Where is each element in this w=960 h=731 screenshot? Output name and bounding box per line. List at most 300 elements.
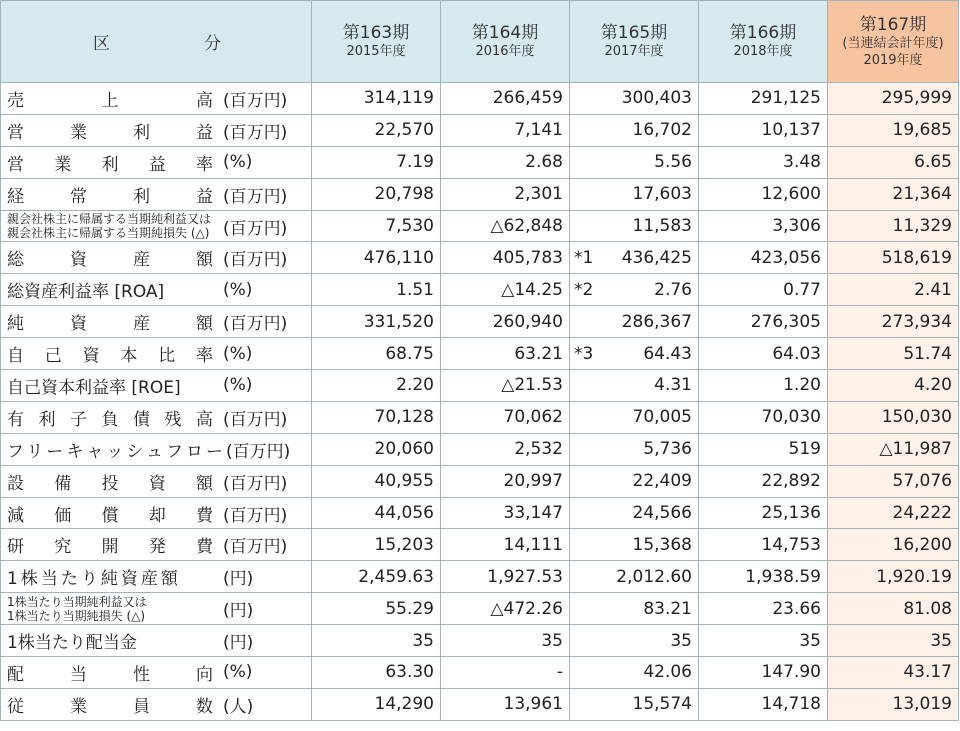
value-cell — [570, 688, 699, 720]
row-label-char: 資 — [70, 250, 87, 271]
cell-value: 17,603 — [632, 184, 692, 205]
row-label-cell — [1, 625, 312, 657]
cell-value: 300,403 — [621, 88, 692, 109]
value-cell — [312, 83, 441, 115]
cell-value: 43.17 — [903, 662, 952, 683]
footnote-marker: *3 — [574, 343, 594, 364]
header-row — [1, 1, 959, 83]
cell-value: 35 — [799, 630, 821, 651]
row-label-line: 1株当たり当期純損失 (△) — [7, 608, 146, 623]
value-cell — [570, 625, 699, 657]
row-label-char: 資 — [70, 314, 87, 335]
row-label — [7, 212, 223, 240]
table-row — [1, 338, 959, 370]
value-cell — [699, 370, 828, 402]
row-label-char: 価 — [54, 505, 72, 526]
cell-value: 519 — [788, 439, 821, 460]
value-cell — [828, 497, 959, 529]
cell-value: 35 — [412, 630, 434, 651]
value-cell — [570, 114, 699, 146]
value-cell — [828, 83, 959, 115]
row-label-char: 上 — [101, 90, 119, 111]
cell-value: 21,364 — [892, 184, 952, 205]
row-unit: (%) — [223, 343, 253, 364]
value-cell — [570, 657, 699, 689]
value-cell — [312, 433, 441, 465]
row-label-char: 当 — [70, 664, 87, 685]
cell-value: 331,520 — [363, 311, 434, 332]
category-header — [1, 1, 312, 83]
value-cell — [570, 83, 699, 115]
row-label — [7, 660, 223, 685]
row-unit: (百万円) — [223, 505, 288, 526]
row-unit: (百万円) — [223, 250, 288, 271]
row-label-cell — [1, 306, 312, 338]
row-label — [7, 150, 223, 175]
value-cell — [441, 210, 570, 242]
row-label-char: 負 — [101, 409, 119, 430]
row-label-cell — [1, 210, 312, 242]
row-label-cell — [1, 497, 312, 529]
value-cell — [570, 146, 699, 178]
row-label-char: 額 — [196, 473, 213, 494]
cell-value: △472.26 — [490, 598, 563, 619]
cell-value: 23.66 — [772, 598, 821, 619]
value-cell — [441, 242, 570, 274]
table-row — [1, 83, 959, 115]
row-label-char: 有 — [7, 409, 24, 430]
value-cell — [312, 338, 441, 370]
value-cell — [570, 306, 699, 338]
row-label-char: 高 — [196, 90, 213, 111]
cell-value: 273,934 — [881, 311, 952, 332]
table-row — [1, 657, 959, 689]
row-label — [7, 245, 223, 270]
period-header-165 — [570, 1, 699, 83]
cell-value: 33,147 — [503, 503, 563, 524]
cell-value: 25,136 — [761, 503, 821, 524]
row-label-char: 資 — [82, 346, 100, 367]
category-header-char-1: 区 — [93, 34, 110, 54]
cell-value: 2.76 — [654, 279, 692, 300]
value-cell — [312, 688, 441, 720]
cell-value: 57,076 — [892, 471, 952, 492]
cell-value: 1,927.53 — [487, 566, 563, 587]
value-cell — [699, 114, 828, 146]
row-unit: (百万円) — [225, 441, 291, 462]
period-label: 第164期 — [471, 23, 539, 43]
value-cell — [570, 242, 699, 274]
row-label-cell — [1, 274, 312, 306]
value-cell — [699, 657, 828, 689]
cell-value: 20,060 — [374, 439, 434, 460]
value-cell — [828, 561, 959, 593]
row-label-line: 1株当たり当期純利益又は — [7, 594, 147, 609]
value-cell — [699, 242, 828, 274]
value-cell — [441, 83, 570, 115]
value-cell — [699, 497, 828, 529]
cell-value: 40,955 — [374, 471, 434, 492]
value-cell — [312, 242, 441, 274]
cell-value: 51.74 — [903, 343, 952, 364]
table-row — [1, 433, 959, 465]
value-cell — [441, 401, 570, 433]
row-unit: (百万円) — [223, 409, 288, 430]
cell-value: 150,030 — [881, 407, 952, 428]
value-cell — [828, 370, 959, 402]
cell-value: 22,892 — [761, 471, 821, 492]
current-year-note: (当連結会計年度) — [842, 35, 944, 51]
row-label-char: 数 — [196, 696, 213, 717]
row-label-char: 子 — [70, 409, 87, 430]
cell-value: 64.43 — [643, 343, 692, 364]
row-unit: (円) — [223, 633, 254, 654]
value-cell — [312, 401, 441, 433]
cell-value: 2,532 — [514, 439, 563, 460]
row-label-char: 従 — [7, 696, 24, 717]
value-cell — [699, 338, 828, 370]
value-cell — [828, 433, 959, 465]
row-label-line: 親会社株主に帰属する当期純利益又は — [7, 212, 212, 226]
value-cell — [312, 274, 441, 306]
row-unit: (%) — [223, 662, 253, 683]
cell-value: 476,110 — [363, 247, 434, 268]
value-cell — [441, 338, 570, 370]
table-row — [1, 146, 959, 178]
value-cell — [570, 561, 699, 593]
period-header-166 — [699, 1, 828, 83]
row-label-text: 1株当たり配当金 — [7, 633, 137, 654]
table-row — [1, 210, 959, 242]
category-header-char-2: 分 — [204, 34, 221, 54]
cell-value: 276,305 — [750, 311, 821, 332]
cell-value: 55.29 — [385, 598, 434, 619]
cell-value: 2.20 — [396, 375, 434, 396]
value-cell — [570, 178, 699, 210]
row-label-char: 配 — [7, 664, 24, 685]
row-label-char: 債 — [133, 409, 150, 430]
row-label-cell — [1, 83, 312, 115]
value-cell — [699, 274, 828, 306]
cell-value: 260,940 — [492, 311, 563, 332]
fiscal-year-label: 2015年度 — [346, 44, 406, 59]
value-cell — [828, 401, 959, 433]
value-cell — [699, 401, 828, 433]
cell-value: 2,012.60 — [616, 566, 692, 587]
value-cell — [441, 561, 570, 593]
row-label-cell — [1, 561, 312, 593]
row-label-char: 常 — [70, 186, 87, 207]
value-cell — [570, 274, 699, 306]
value-cell — [828, 146, 959, 178]
cell-value: 16,702 — [632, 120, 692, 141]
table-row — [1, 465, 959, 497]
footnote-marker: *2 — [574, 279, 594, 300]
value-cell — [441, 529, 570, 561]
cell-value: 3,306 — [772, 216, 821, 236]
value-cell — [312, 657, 441, 689]
value-cell — [828, 593, 959, 625]
value-cell — [828, 178, 959, 210]
row-label-text: 1株当たり純資産額 — [7, 569, 181, 590]
row-label-char: 費 — [196, 537, 213, 558]
value-cell — [699, 433, 828, 465]
value-cell — [699, 178, 828, 210]
row-label-char: 高 — [196, 409, 213, 430]
row-label-char: 業 — [70, 696, 87, 717]
row-label-cell — [1, 242, 312, 274]
cell-value: 63.21 — [514, 343, 563, 364]
cell-value: △11,987 — [879, 439, 952, 460]
row-label-cell — [1, 529, 312, 561]
row-label-char: 究 — [54, 537, 72, 558]
cell-value: 518,619 — [881, 247, 952, 268]
cell-value: 3.48 — [783, 152, 821, 173]
row-label — [7, 182, 223, 207]
row-unit: (百万円) — [223, 537, 288, 558]
row-unit: (%) — [223, 279, 253, 300]
row-label-line: 親会社株主に帰属する当期純損失 (△) — [7, 226, 210, 240]
table-body — [1, 83, 959, 721]
row-label-char: 備 — [54, 473, 72, 494]
row-label-char: 益 — [196, 122, 213, 143]
value-cell — [828, 210, 959, 242]
row-label-char: 額 — [196, 314, 213, 335]
row-label-char: 率 — [196, 154, 213, 175]
cell-value: 291,125 — [750, 88, 821, 109]
cell-value: 2.68 — [525, 152, 563, 173]
cell-value: 314,119 — [363, 88, 434, 109]
value-cell — [441, 306, 570, 338]
cell-value: 14,290 — [374, 694, 434, 715]
row-label-char: 率 — [195, 346, 213, 367]
row-unit: (%) — [223, 375, 253, 396]
cell-value: 13,961 — [503, 694, 563, 715]
row-label-char: 費 — [196, 505, 213, 526]
value-cell — [699, 561, 828, 593]
row-label-char: 利 — [38, 409, 56, 430]
cell-value: 64.03 — [772, 343, 821, 364]
value-cell — [312, 593, 441, 625]
value-cell — [441, 274, 570, 306]
table-row — [1, 114, 959, 146]
value-cell — [312, 497, 441, 529]
row-label-char: 経 — [7, 186, 24, 207]
row-unit: (百万円) — [223, 90, 288, 111]
cell-value: 1,938.59 — [745, 566, 821, 587]
value-cell — [828, 657, 959, 689]
row-label-char: 設 — [7, 473, 24, 494]
row-label-char: 営 — [7, 154, 24, 175]
cell-value: 14,111 — [503, 534, 563, 555]
value-cell — [312, 146, 441, 178]
row-label-char: 利 — [101, 154, 119, 175]
cell-value: 436,425 — [621, 247, 692, 268]
value-cell — [441, 146, 570, 178]
cell-value: 15,203 — [374, 534, 434, 555]
fiscal-year-label: 2019年度 — [863, 52, 923, 68]
period-label: 第167期 — [859, 14, 927, 35]
cell-value: 1,920.19 — [876, 566, 952, 587]
cell-value: 7.19 — [396, 152, 434, 173]
table-row — [1, 178, 959, 210]
row-unit: (円) — [223, 569, 254, 590]
cell-value: 2,301 — [514, 184, 563, 205]
value-cell — [312, 625, 441, 657]
value-cell — [699, 146, 828, 178]
table-row — [1, 625, 959, 657]
row-label — [7, 277, 223, 302]
value-cell — [441, 497, 570, 529]
cell-value: 63.30 — [385, 662, 434, 683]
value-cell — [828, 529, 959, 561]
value-cell — [828, 274, 959, 306]
cell-value: 35 — [670, 630, 692, 651]
value-cell — [828, 114, 959, 146]
cell-value: △62,848 — [490, 216, 563, 236]
cell-value: 24,566 — [632, 503, 692, 524]
table-row — [1, 593, 959, 625]
row-label-text: フリーキャッシュフロー — [7, 441, 226, 462]
row-label-char: 己 — [44, 346, 62, 367]
cell-value: 10,137 — [761, 120, 821, 141]
value-cell — [699, 83, 828, 115]
fiscal-year-label: 2017年度 — [604, 44, 664, 59]
cell-value: 4.20 — [914, 375, 952, 396]
row-label — [7, 469, 223, 494]
period-header-163 — [312, 1, 441, 83]
row-label-char: 産 — [133, 314, 150, 335]
row-label-text: 総資産利益率 [ROA] — [7, 282, 165, 303]
value-cell — [570, 401, 699, 433]
value-cell — [570, 529, 699, 561]
row-label-char: 利 — [133, 186, 150, 207]
row-label-char: 却 — [148, 505, 166, 526]
value-cell — [828, 465, 959, 497]
period-header-164 — [441, 1, 570, 83]
value-cell — [312, 210, 441, 242]
table-row — [1, 497, 959, 529]
row-label-char: 比 — [158, 346, 176, 367]
row-label-cell — [1, 593, 312, 625]
row-label — [7, 692, 223, 717]
cell-value: 6.65 — [914, 152, 952, 173]
row-label-char: 資 — [148, 473, 166, 494]
row-label — [7, 564, 223, 589]
value-cell — [699, 210, 828, 242]
cell-value: 13,019 — [892, 694, 952, 715]
cell-value: 286,367 — [621, 311, 692, 332]
value-cell — [699, 688, 828, 720]
row-label-char: 自 — [7, 346, 24, 367]
cell-value: 19,685 — [892, 120, 952, 141]
value-cell — [312, 561, 441, 593]
cell-value: 70,005 — [632, 407, 692, 428]
table-row — [1, 274, 959, 306]
value-cell — [570, 465, 699, 497]
row-label-char: 本 — [120, 346, 138, 367]
value-cell — [570, 433, 699, 465]
value-cell — [828, 625, 959, 657]
row-label-cell — [1, 401, 312, 433]
cell-value: 68.75 — [385, 343, 434, 364]
row-label-cell — [1, 688, 312, 720]
row-label — [7, 309, 223, 334]
row-label-char: 発 — [148, 537, 166, 558]
cell-value: 22,409 — [632, 471, 692, 492]
value-cell — [312, 529, 441, 561]
cell-value: 24,222 — [892, 503, 952, 524]
value-cell — [441, 688, 570, 720]
value-cell — [699, 529, 828, 561]
value-cell — [441, 625, 570, 657]
value-cell — [441, 370, 570, 402]
row-label — [7, 373, 223, 398]
value-cell — [570, 593, 699, 625]
cell-value: 15,368 — [632, 534, 692, 555]
cell-value: 2,459.63 — [358, 566, 434, 587]
value-cell — [699, 465, 828, 497]
row-label-char: 額 — [196, 250, 213, 271]
fiscal-year-label: 2018年度 — [733, 44, 793, 59]
row-label-cell — [1, 338, 312, 370]
row-label-char: 益 — [196, 186, 213, 207]
row-label-text: 自己資本利益率 [ROE] — [7, 377, 181, 398]
row-label-char: 産 — [133, 250, 150, 271]
cell-value: 35 — [541, 630, 563, 651]
period-header-167-current — [828, 1, 959, 83]
value-cell — [441, 657, 570, 689]
row-label-char: 員 — [133, 696, 150, 717]
value-cell — [570, 497, 699, 529]
cell-value: 147.90 — [761, 662, 821, 683]
value-cell — [828, 306, 959, 338]
cell-value: 70,062 — [503, 407, 563, 428]
value-cell — [699, 306, 828, 338]
cell-value: 44,056 — [374, 503, 434, 524]
cell-value: 14,718 — [761, 694, 821, 715]
value-cell — [441, 178, 570, 210]
row-label-char: 残 — [164, 409, 182, 430]
cell-value: 22,570 — [374, 120, 434, 141]
row-label-cell — [1, 146, 312, 178]
value-cell — [312, 114, 441, 146]
cell-value: 15,574 — [632, 694, 692, 715]
row-unit: (百万円) — [223, 122, 288, 143]
footnote-marker: *1 — [574, 247, 594, 268]
row-label-cell — [1, 433, 312, 465]
cell-value: - — [556, 662, 563, 683]
cell-value: 7,141 — [514, 120, 563, 141]
period-label: 第166期 — [729, 23, 797, 43]
table-row — [1, 401, 959, 433]
cell-value: 5.56 — [654, 152, 692, 173]
cell-value: 81.08 — [903, 598, 952, 619]
row-label — [7, 405, 223, 430]
cell-value: 11,329 — [892, 216, 952, 236]
value-cell — [441, 433, 570, 465]
row-label — [7, 595, 223, 623]
value-cell — [441, 465, 570, 497]
table-row — [1, 242, 959, 274]
value-cell — [699, 625, 828, 657]
cell-value: 7,530 — [385, 216, 434, 236]
value-cell — [312, 178, 441, 210]
fiscal-year-label: 2016年度 — [475, 44, 535, 59]
row-label-char: 業 — [70, 122, 87, 143]
value-cell — [699, 593, 828, 625]
row-label-char: 営 — [7, 122, 24, 143]
